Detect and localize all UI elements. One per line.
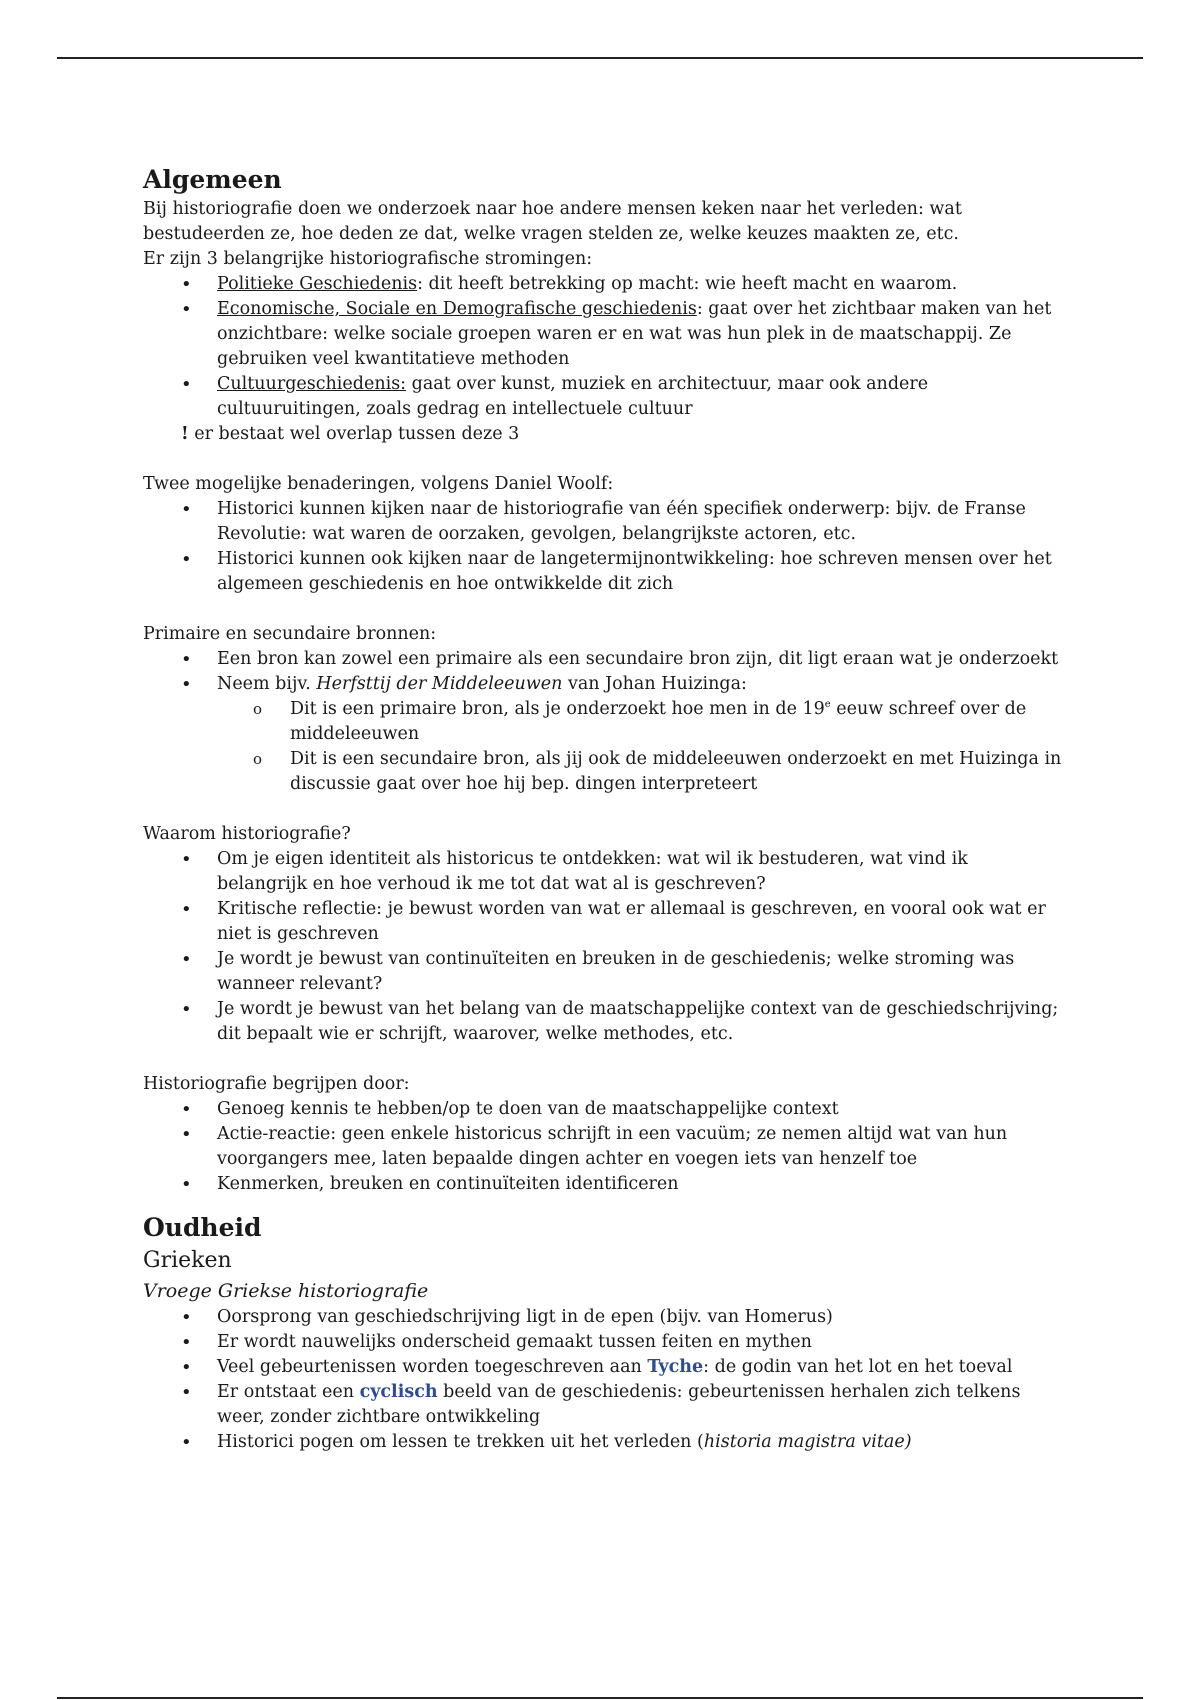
woolf-intro: Twee mogelijke benaderingen, volgens Daniel Woolf: <box>143 474 614 494</box>
item5-pre: Historici pogen om lessen te trekken uit het verleden ( <box>217 1432 704 1452</box>
list-item <box>143 1355 1063 1380</box>
item3-post: : de godin van het lot en het toeval <box>703 1357 1013 1377</box>
streams-list <box>143 272 1063 422</box>
header-rule <box>57 57 1143 59</box>
list-item: • Historici kunnen kijken naar de historiografie van één specifiek onderwerp: bijv. de Franse Revolutie: wat waren de oorzaken, gevolgen, belangrijkste actoren, etc. <box>143 497 1063 547</box>
list-item: • Een bron kan zowel een primaire als een secundaire bron zijn, dit ligt eraan wat je onderzoekt <box>143 647 1063 672</box>
heading-oudheid: Oudheid <box>143 1213 262 1242</box>
sub1-post: eeuw schreef over de middeleeuwen <box>290 699 1027 744</box>
why-list <box>143 847 1063 1047</box>
list-item: • Je wordt je bewust van continuïteiten en breuken in de geschiedenis; welke stroming was wanneer relevant? <box>143 947 1063 997</box>
list-item: • Genoeg kennis te hebben/op te doen van de maatschappelijke context <box>143 1097 1063 1122</box>
item3-pre: Veel gebeurtenissen worden toegeschreven aan <box>217 1357 648 1377</box>
list-item: • Actie-reactie: geen enkele historicus schrijft in een vacuüm; ze nemen altijd wat van hun voorgangers mee, laten bepaalde dingen achter en voegen iets van henzelf toe <box>143 1122 1063 1172</box>
list-item <box>143 372 1063 422</box>
list-item: • Kenmerken, breuken en continuïteiten identificeren <box>143 1172 1063 1197</box>
list-item: • Oorsprong van geschiedschrijving ligt in de epen (bijv. van Homerus) <box>143 1305 1063 1330</box>
stream-text: : dit heeft betrekking op macht: wie heeft macht en waarom. <box>417 274 958 294</box>
latin-phrase: historia magistra vitae) <box>703 1432 912 1452</box>
understand-list <box>143 1097 1063 1197</box>
sources-intro: Primaire en secundaire bronnen: <box>143 624 437 644</box>
sub1-sup: e <box>824 699 831 711</box>
heading-grieken: Grieken <box>143 1248 232 1273</box>
list-item: • Er wordt nauwelijks onderscheid gemaakt tussen feiten en mythen <box>143 1330 1063 1355</box>
heading-vroege-griekse: Vroege Griekse historiografie <box>143 1280 429 1302</box>
list-item <box>143 1430 1063 1455</box>
sources-sublist <box>217 697 1063 797</box>
stream-text: : gaat over het zichtbaar maken van het onzichtbare: welke sociale groepen waren er en wat was hun plek in de maatschappij. Ze gebruiken veel kwantitatieve methoden <box>217 299 1052 369</box>
sources-2-pre: Neem bijv. <box>217 674 317 694</box>
why-intro: Waarom historiografie? <box>143 824 351 844</box>
stream-text: gaat over kunst, muziek en architectuur, maar ook andere cultuuruitingen, zoals gedrag en intellectuele cultuur <box>217 374 929 419</box>
sublist-item: o Dit is een secundaire bron, als jij ook de middeleeuwen onderzoekt en met Huizinga in discussie gaat over hoe hij bep. dingen interpreteert <box>217 747 1063 797</box>
greek-list <box>143 1305 1063 1455</box>
keyword-tyche: Tyche <box>647 1357 704 1377</box>
sources-2-post: van Johan Huizinga: <box>562 674 747 694</box>
stream-term: Politieke Geschiedenis <box>217 274 418 294</box>
item4-post: beeld van de geschiedenis: gebeurtenissen herhalen zich telkens weer, zonder zichtbare ontwikkeling <box>217 1382 1021 1427</box>
list-item: • Historici kunnen ook kijken naar de langetermijnontwikkeling: hoe schreven mensen over het algemeen geschiedenis en hoe ontwikkelde dit zich <box>143 547 1063 597</box>
exclamation-mark: ! <box>181 424 189 444</box>
list-item: • Kritische reflectie: je bewust worden van wat er allemaal is geschreven, en vooral ook wat er niet is geschreven <box>143 897 1063 947</box>
document-page <box>143 163 1063 1455</box>
stream-term: Economische, Sociale en Demografische geschiedenis <box>217 299 697 319</box>
list-item <box>143 1380 1063 1430</box>
keyword-cyclisch: cyclisch <box>359 1382 438 1402</box>
book-title: Herfsttij der Middeleeuwen <box>316 674 563 694</box>
understand-intro: Historiografie begrijpen door: <box>143 1074 410 1094</box>
list-item <box>143 297 1063 372</box>
sublist-item <box>217 697 1063 747</box>
item4-pre: Er ontstaat een <box>217 1382 360 1402</box>
overlap-note <box>143 422 1063 447</box>
heading-algemeen: Algemeen <box>143 165 282 194</box>
sub1-pre: Dit is een primaire bron, als je onderzoekt hoe men in de 19 <box>290 699 825 719</box>
streams-intro: Er zijn 3 belangrijke historiografische stromingen: <box>143 249 593 269</box>
stream-term: Cultuurgeschiedenis: <box>217 374 407 394</box>
footer-rule <box>57 1697 1143 1699</box>
list-item: • Om je eigen identiteit als historicus te ontdekken: wat wil ik bestuderen, wat vind ik belangrijk en hoe verhoud ik me tot dat wat al is geschreven? <box>143 847 1063 897</box>
list-item <box>143 272 1063 297</box>
sources-list <box>143 647 1063 797</box>
list-item: • Je wordt je bewust van het belang van de maatschappelijke context van de geschiedschrijving; dit bepaalt wie er schrijft, waarover, welke methodes, etc. <box>143 997 1063 1047</box>
intro-paragraph: Bij historiografie doen we onderzoek naar hoe andere mensen keken naar het verleden: wat bestudeerden ze, hoe deden ze dat, welke vragen stelden ze, welke keuzes maakten ze, etc. <box>143 199 962 244</box>
overlap-text: er bestaat wel overlap tussen deze 3 <box>188 424 520 444</box>
list-item <box>143 672 1063 797</box>
woolf-list <box>143 497 1063 597</box>
